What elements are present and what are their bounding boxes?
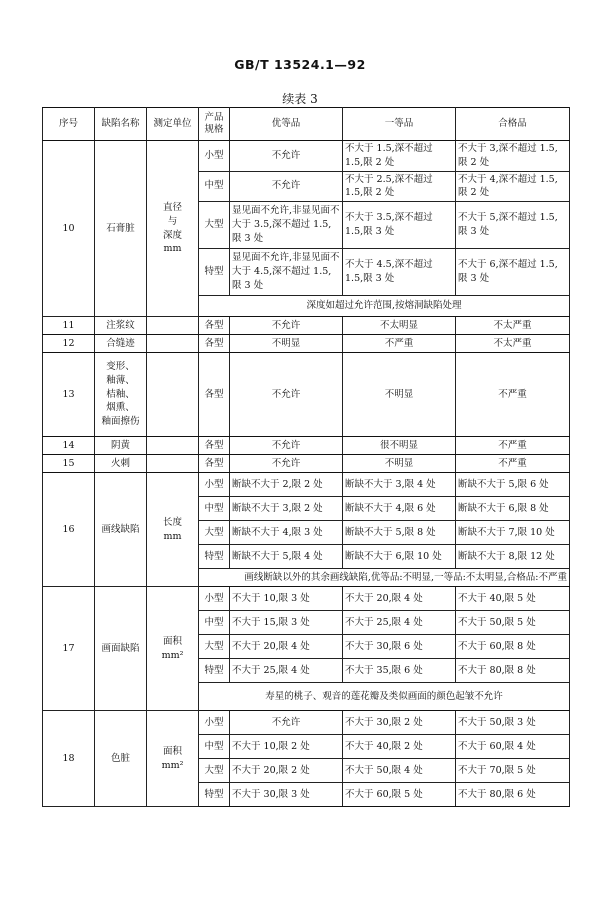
qualified-grade: 断缺不大于 5,限 6 处 (456, 473, 570, 497)
measure-unit-line: mm (163, 530, 182, 542)
first-grade: 不大于 3.5,深不超过 1.5,限 3 处 (343, 202, 456, 249)
premium-grade: 不明显 (230, 335, 343, 353)
defect-name-line: 画面缺陷 (101, 642, 140, 654)
first-grade: 不明显 (343, 353, 456, 437)
product-size: 小型 (199, 473, 230, 497)
qualified-grade: 断缺不大于 8,限 12 处 (456, 545, 570, 569)
first-grade: 不大于 1.5,深不超过 1.5,限 2 处 (343, 141, 456, 172)
measure-unit (147, 455, 199, 473)
measure-unit-line: 长度 (162, 516, 182, 528)
product-size: 中型 (199, 735, 230, 759)
premium-grade: 不大于 10,限 2 处 (230, 735, 343, 759)
group-note: 画线断缺以外的其余画线缺陷,优等品:不明显,一等品:不太明显,合格品:不严重 (199, 569, 570, 587)
standard-code: GB/T 13524.1—92 (234, 57, 366, 72)
measure-unit (147, 335, 199, 353)
header-size-line1: 产品 (204, 112, 224, 124)
first-grade: 断缺不大于 5,限 8 处 (343, 521, 456, 545)
premium-grade: 显见面不允许,非显见面不大于 4.5,深不超过 1.5,限 3 处 (230, 249, 343, 296)
product-size: 小型 (199, 711, 230, 735)
product-size: 大型 (199, 202, 230, 249)
qualified-grade: 不大于 50,限 5 处 (456, 611, 570, 635)
defect-seq: 18 (43, 711, 95, 807)
premium-grade: 不大于 15,限 3 处 (230, 611, 343, 635)
qualified-grade: 不大于 80,限 8 处 (456, 659, 570, 683)
defect-name-line: 石膏脏 (106, 222, 135, 234)
table-continuation-title: 续表 3 (282, 92, 318, 106)
premium-grade: 显见面不允许,非显见面不大于 3.5,深不超过 1.5,限 3 处 (230, 202, 343, 249)
measure-unit-line: mm (163, 243, 182, 255)
defect-name (95, 473, 147, 587)
first-grade: 断缺不大于 4,限 6 处 (343, 497, 456, 521)
qualified-grade: 不大于 40,限 5 处 (456, 587, 570, 611)
header-unit: 测定单位 (147, 108, 199, 141)
qualified-grade: 不大于 50,限 3 处 (456, 711, 570, 735)
measure-unit (147, 437, 199, 455)
premium-grade: 不允许 (230, 455, 343, 473)
measure-unit (147, 317, 199, 335)
defect-spec-table (42, 107, 570, 807)
defect-name-line: 阴黄 (110, 439, 130, 451)
qualified-grade: 断缺不大于 6,限 8 处 (456, 497, 570, 521)
table-row (43, 455, 570, 473)
defect-seq: 16 (43, 473, 95, 587)
first-grade: 断缺不大于 3,限 4 处 (343, 473, 456, 497)
product-size: 大型 (199, 635, 230, 659)
defect-name-line: 釉薄、 (106, 374, 135, 386)
premium-grade: 不允许 (230, 141, 343, 172)
measure-unit-line: mm² (161, 759, 184, 771)
premium-grade: 不允许 (230, 437, 343, 455)
defect-seq: 10 (43, 141, 95, 317)
first-grade: 不大于 20,限 4 处 (343, 587, 456, 611)
first-grade: 不严重 (343, 335, 456, 353)
product-size: 各型 (199, 335, 230, 353)
measure-unit-line: 与 (167, 215, 178, 227)
table-row (43, 473, 570, 497)
defect-name-line: 烟熏、 (106, 402, 135, 414)
first-grade: 不大于 40,限 2 处 (343, 735, 456, 759)
product-size: 中型 (199, 171, 230, 202)
product-size: 特型 (199, 783, 230, 807)
qualified-grade: 不大于 70,限 5 处 (456, 759, 570, 783)
premium-grade: 不允许 (230, 711, 343, 735)
header-qualified: 合格品 (456, 108, 570, 141)
group-note: 寿星的桃子、观音的莲花瓣及类似画面的颜色起皱不允许 (199, 683, 570, 711)
qualified-grade: 不太严重 (456, 317, 570, 335)
table-row (43, 353, 570, 437)
defect-name (95, 587, 147, 711)
first-grade: 不大于 4.5,深不超过 1.5,限 3 处 (343, 249, 456, 296)
product-size: 小型 (199, 587, 230, 611)
defect-name (95, 437, 147, 455)
defect-name-line: 注浆纹 (106, 319, 135, 331)
product-size: 各型 (199, 437, 230, 455)
header-premium: 优等品 (230, 108, 343, 141)
product-size: 特型 (199, 249, 230, 296)
table-row (43, 141, 570, 172)
first-grade: 不大于 50,限 4 处 (343, 759, 456, 783)
qualified-grade: 不大于 4,深不超过 1.5,限 2 处 (456, 171, 570, 202)
product-size: 各型 (199, 455, 230, 473)
defect-name-line: 画线缺陷 (101, 523, 140, 535)
product-size: 特型 (199, 659, 230, 683)
measure-unit-line: 直径 (162, 202, 182, 213)
defect-name (95, 353, 147, 437)
premium-grade: 断缺不大于 4,限 3 处 (230, 521, 343, 545)
qualified-grade: 不大于 5,深不超过 1.5,限 3 处 (456, 202, 570, 249)
product-size: 中型 (199, 611, 230, 635)
header-seq: 序号 (43, 108, 95, 141)
first-grade: 不大于 25,限 4 处 (343, 611, 456, 635)
group-note: 深度如超过允许范围,按熔洞缺陷处理 (199, 296, 570, 317)
measure-unit-line: 面积 (162, 745, 182, 757)
table-body (43, 141, 570, 807)
premium-grade: 不大于 30,限 3 处 (230, 783, 343, 807)
premium-grade: 不允许 (230, 171, 343, 202)
first-grade: 不大于 35,限 6 处 (343, 659, 456, 683)
header-size-line2: 规格 (204, 124, 224, 135)
defect-seq: 13 (43, 353, 95, 437)
defect-seq: 12 (43, 335, 95, 353)
header-first: 一等品 (343, 108, 456, 141)
first-grade: 不大于 30,限 6 处 (343, 635, 456, 659)
defect-name (95, 711, 147, 807)
measure-unit-line: 深度 (162, 229, 182, 241)
measure-unit (147, 473, 199, 587)
table-row (43, 711, 570, 735)
product-size: 各型 (199, 317, 230, 335)
product-size: 中型 (199, 497, 230, 521)
defect-name-line: 火刺 (110, 457, 130, 469)
first-grade: 不明显 (343, 455, 456, 473)
premium-grade: 不大于 20,限 2 处 (230, 759, 343, 783)
first-grade: 断缺不大于 6,限 10 处 (343, 545, 456, 569)
first-grade: 不大于 60,限 5 处 (343, 783, 456, 807)
qualified-grade: 不大于 80,限 6 处 (456, 783, 570, 807)
defect-name-line: 合缝迹 (106, 337, 135, 349)
measure-unit (147, 711, 199, 807)
defect-name (95, 141, 147, 317)
qualified-grade: 不大于 3,深不超过 1.5,限 2 处 (456, 141, 570, 172)
defect-name-line: 釉面擦伤 (101, 416, 140, 428)
header-size (199, 108, 230, 141)
qualified-grade: 不严重 (456, 353, 570, 437)
header-defect-name: 缺陷名称 (95, 108, 147, 141)
premium-grade: 不大于 10,限 3 处 (230, 587, 343, 611)
measure-unit (147, 587, 199, 711)
defect-seq: 14 (43, 437, 95, 455)
qualified-grade: 断缺不大于 7,限 10 处 (456, 521, 570, 545)
premium-grade: 断缺不大于 2,限 2 处 (230, 473, 343, 497)
defect-seq: 15 (43, 455, 95, 473)
first-grade: 不太明显 (343, 317, 456, 335)
premium-grade: 不允许 (230, 353, 343, 437)
qualified-grade: 不大于 60,限 4 处 (456, 735, 570, 759)
table-row (43, 587, 570, 611)
qualified-grade: 不太严重 (456, 335, 570, 353)
product-size: 大型 (199, 521, 230, 545)
first-grade: 不大于 30,限 2 处 (343, 711, 456, 735)
measure-unit-line: mm² (161, 649, 184, 661)
qualified-grade: 不严重 (456, 437, 570, 455)
table-row (43, 317, 570, 335)
defect-seq: 17 (43, 587, 95, 711)
first-grade: 不大于 2.5,深不超过 1.5,限 2 处 (343, 171, 456, 202)
premium-grade: 断缺不大于 5,限 4 处 (230, 545, 343, 569)
measure-unit (147, 353, 199, 437)
defect-name-line: 色脏 (110, 752, 130, 764)
measure-unit-line: 面积 (162, 635, 182, 647)
premium-grade: 不大于 20,限 4 处 (230, 635, 343, 659)
defect-seq: 11 (43, 317, 95, 335)
table-row (43, 437, 570, 455)
defect-name-line: 桔釉、 (106, 388, 135, 400)
premium-grade: 不允许 (230, 317, 343, 335)
product-size: 各型 (199, 353, 230, 437)
first-grade: 很不明显 (343, 437, 456, 455)
qualified-grade: 不严重 (456, 455, 570, 473)
defect-name (95, 317, 147, 335)
defect-name (95, 455, 147, 473)
product-size: 特型 (199, 545, 230, 569)
defect-name-line: 变形、 (106, 361, 135, 373)
premium-grade: 不大于 25,限 4 处 (230, 659, 343, 683)
defect-name (95, 335, 147, 353)
measure-unit (147, 141, 199, 317)
qualified-grade: 不大于 60,限 8 处 (456, 635, 570, 659)
premium-grade: 断缺不大于 3,限 2 处 (230, 497, 343, 521)
table-row (43, 335, 570, 353)
table-header-row (43, 108, 570, 141)
product-size: 小型 (199, 141, 230, 172)
product-size: 大型 (199, 759, 230, 783)
qualified-grade: 不大于 6,深不超过 1.5,限 3 处 (456, 249, 570, 296)
